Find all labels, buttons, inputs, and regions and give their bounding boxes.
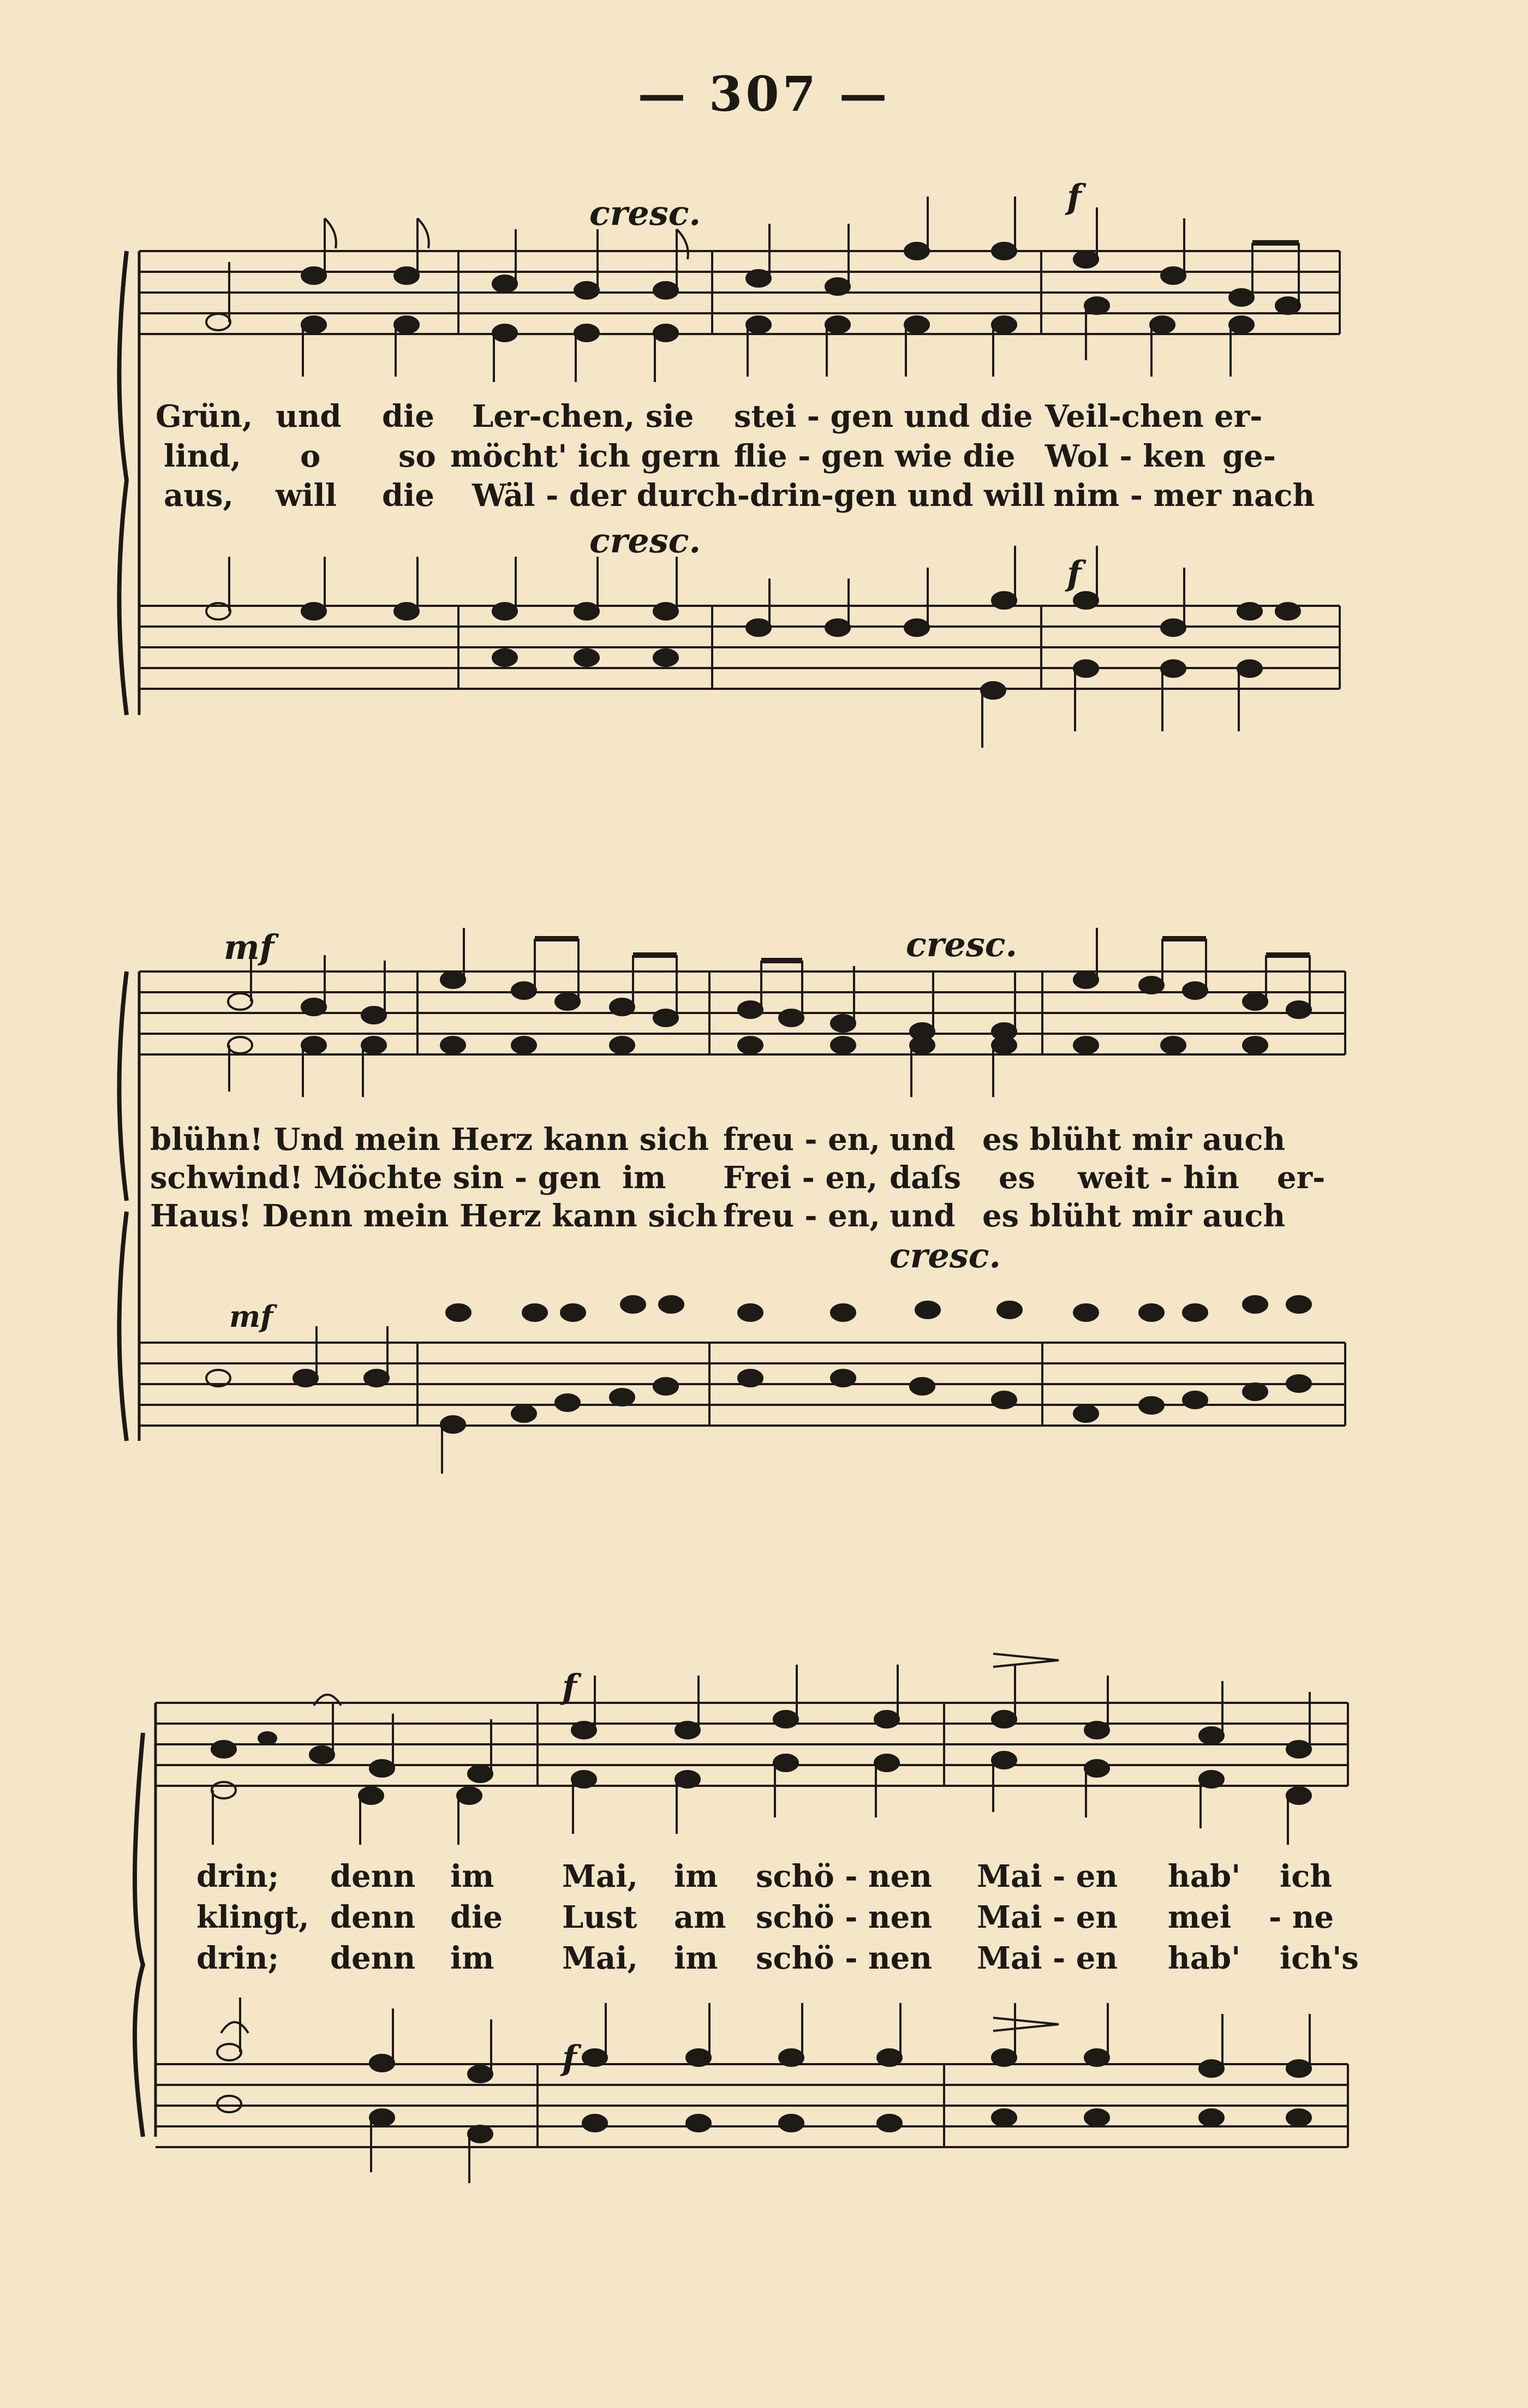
lyric-syllable: Mai - en bbox=[977, 1858, 1118, 1894]
lyric-syllable: drin; bbox=[196, 1940, 279, 1976]
lyric-syllable: - ne bbox=[1269, 1899, 1334, 1935]
lyric-syllable: Wol - ken bbox=[1045, 438, 1206, 474]
lyric-syllable: weit - hin bbox=[1078, 1160, 1239, 1196]
lyric-syllable: möcht' ich gern bbox=[450, 438, 720, 474]
lyric-syllable: o bbox=[300, 438, 321, 474]
mezzo-forte-marking: mf bbox=[224, 927, 274, 967]
lyric-syllable: schö - nen bbox=[756, 1940, 932, 1976]
mezzo-forte-marking: mf bbox=[229, 1299, 273, 1334]
lyric-syllable: denn bbox=[330, 1899, 416, 1935]
lyric-syllable: es blüht mir auch bbox=[982, 1122, 1286, 1158]
lyric-syllable: am bbox=[674, 1899, 726, 1935]
lyric-syllable: Wäl - der durch-drin-gen und will bbox=[472, 478, 1046, 514]
lyric-syllable: und bbox=[276, 398, 342, 434]
lyric-syllable: Frei - en, bbox=[723, 1160, 878, 1196]
lyric-syllable: denn bbox=[330, 1940, 416, 1976]
lyric-syllable: freu - en, bbox=[723, 1198, 881, 1234]
lyric-syllable: blühn! Und mein Herz kann sich bbox=[150, 1122, 709, 1158]
lyric-syllable: Mai - en bbox=[977, 1899, 1118, 1935]
lyric-syllable: ich's bbox=[1280, 1940, 1359, 1976]
lyric-syllable: ich bbox=[1280, 1858, 1333, 1894]
lyric-syllable: er- bbox=[1277, 1160, 1326, 1196]
lyric-syllable: es bbox=[999, 1160, 1036, 1196]
lyric-syllable: er- bbox=[1214, 398, 1263, 434]
page-number: — 307 — bbox=[637, 65, 891, 122]
lyric-syllable: die bbox=[382, 398, 435, 434]
lyric-syllable: Mai, bbox=[562, 1858, 638, 1894]
cresc-marking: cresc. bbox=[589, 193, 701, 233]
cresc-marking: cresc. bbox=[890, 1236, 1001, 1275]
lyric-syllable: denn bbox=[330, 1858, 416, 1894]
forte-marking: f bbox=[562, 1667, 577, 1707]
lyric-syllable: schö - nen bbox=[756, 1858, 932, 1894]
lyric-syllable: schwind! Möchte sin - gen bbox=[150, 1160, 601, 1196]
forte-marking: f bbox=[1067, 553, 1082, 593]
lyric-syllable: daſs bbox=[890, 1160, 962, 1196]
lyric-syllable: und bbox=[890, 1198, 956, 1234]
lyric-syllable: drin; bbox=[196, 1858, 279, 1894]
lyric-syllable: Mai - en bbox=[977, 1940, 1118, 1976]
lyric-syllable: hab' bbox=[1168, 1858, 1241, 1894]
forte-marking: f bbox=[1067, 177, 1082, 217]
lyric-syllable: im bbox=[450, 1940, 494, 1976]
lyric-syllable: will bbox=[276, 478, 337, 514]
lyric-syllable: die bbox=[382, 478, 435, 514]
lyric-syllable: Ler-chen, sie bbox=[472, 398, 694, 434]
lyric-syllable: nim - mer nach bbox=[1053, 478, 1315, 514]
lyric-syllable: freu - en, bbox=[723, 1122, 881, 1158]
lyric-syllable: Grün, bbox=[156, 398, 253, 434]
lyric-syllable: lind, bbox=[164, 438, 241, 474]
lyric-syllable: aus, bbox=[164, 478, 234, 514]
lyric-syllable: mei bbox=[1168, 1899, 1232, 1935]
lyric-syllable: es blüht mir auch bbox=[982, 1198, 1286, 1234]
lyric-syllable: Veil-chen bbox=[1045, 398, 1204, 434]
cresc-marking: cresc. bbox=[906, 925, 1018, 964]
lyric-syllable: im bbox=[622, 1160, 666, 1196]
cresc-marking: cresc. bbox=[589, 521, 701, 561]
lyric-syllable: hab' bbox=[1168, 1940, 1241, 1976]
lyric-syllable: Lust bbox=[562, 1899, 637, 1935]
lyric-syllable: Haus! Denn mein Herz kann sich bbox=[150, 1198, 718, 1234]
lyric-syllable: flie - gen wie die bbox=[734, 438, 1016, 474]
lyric-syllable: Mai, bbox=[562, 1940, 638, 1976]
lyric-syllable: klingt, bbox=[196, 1899, 309, 1935]
lyric-syllable: und bbox=[890, 1122, 956, 1158]
lyric-syllable: schö - nen bbox=[756, 1899, 932, 1935]
lyric-syllable: stei - gen und die bbox=[734, 398, 1033, 434]
lyric-syllable: im bbox=[674, 1858, 718, 1894]
lyric-syllable: im bbox=[450, 1858, 494, 1894]
lyric-syllable: die bbox=[450, 1899, 503, 1935]
forte-marking: f bbox=[562, 2038, 577, 2078]
lyric-syllable: im bbox=[674, 1940, 718, 1976]
lyric-syllable: ge- bbox=[1222, 438, 1276, 474]
lyric-syllable: so bbox=[398, 438, 436, 474]
